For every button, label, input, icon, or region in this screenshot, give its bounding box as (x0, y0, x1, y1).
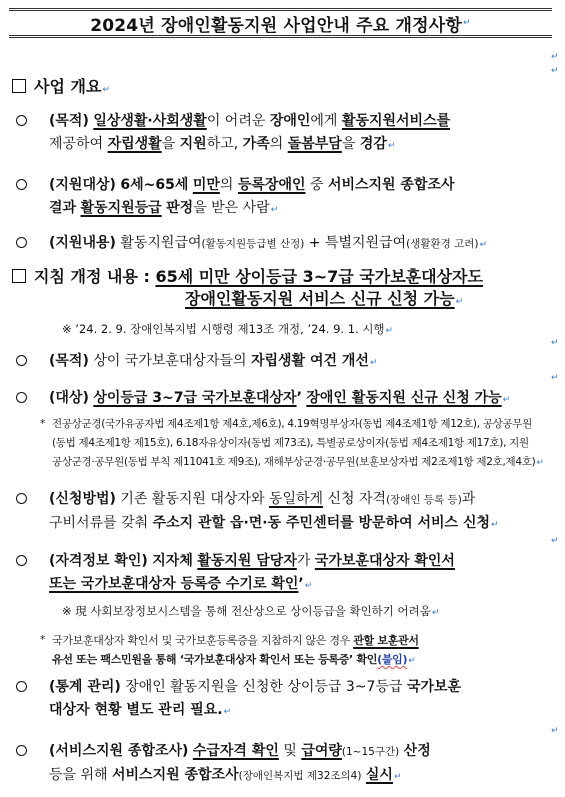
paragraph-mark-icon: ↵ (551, 536, 559, 546)
verify-note: ※ 現 사회보장정보시스템을 통해 전산상으로 상이등급을 확인하기 어려움↵ (62, 604, 440, 618)
section-overview: 사업 개요↵ (12, 76, 110, 101)
paragraph-mark-icon: ↵ (551, 726, 559, 736)
page-title-text: 2024년 장애인활동지원 사업안내 주요 개정사항 (90, 15, 463, 36)
paragraph-mark-icon: ↵ (551, 338, 559, 348)
circle-bullet-icon (16, 555, 27, 566)
circle-bullet-icon (16, 237, 27, 248)
paragraph-mark-icon: ↵ (551, 52, 559, 62)
circle-bullet-icon (16, 179, 27, 190)
paragraph-mark-icon: ↵ (463, 18, 471, 28)
circle-bullet-icon (16, 493, 27, 504)
item-subject: (대상) 상이등급 3~7급 국가보훈대상자’ 장애인 활동지원 신규 신청 가능↵ (16, 387, 551, 412)
paragraph-mark-icon: ↵ (551, 66, 559, 76)
attachment-link[interactable]: (붙임) (377, 653, 408, 666)
circle-bullet-icon (16, 745, 27, 756)
circle-bullet-icon (16, 681, 27, 692)
square-bullet-icon (12, 269, 26, 283)
paragraph-mark-icon: ↵ (551, 373, 559, 383)
square-bullet-icon (12, 79, 26, 93)
item-survey: (서비스지원 종합조사) 수급자격 확인 및 급여량(1~15구간) 산정 등을 위해 서비스지원 종합조사(장애인복지법 제32조의4) 실시↵ (16, 740, 551, 789)
item-method: (신청방법) 기존 활동지원 대상자와 동일하게 신청 자격(장애인 등록 등)과 구비서류를 갖춰 주소지 관할 읍·면·동 주민센터를 방문하여 서비스 신청↵ (16, 488, 551, 537)
item-target: (지원대상) 6세~65세 미만의 등록장애인 중 서비스지원 종합조사 결과 활동지원등급 판정을 받은 사람↵ (16, 174, 551, 222)
item-stats: (통계 관리) 장애인 활동지원을 신청한 상이등급 3~7등급 국가보훈 대상자 현황 별도 관리 필요.↵ (16, 676, 551, 724)
circle-bullet-icon (16, 115, 27, 126)
circle-bullet-icon (16, 392, 27, 403)
item-verify: (자격정보 확인) 지자체 활동지원 담당자가 국가보훈대상자 확인서 또는 국가보훈대상자 등록증 수기로 확인’↵ (16, 550, 551, 598)
item-purpose: (목적) 일상생활·사회생활이 어려운 장애인에게 활동지원서비스를 제공하여 자립생활을 지원하고, 가족의 돌봄부담을 경감↵ (16, 110, 551, 158)
law-note: ※ ’24. 2. 9. 장애인복지법 시행령 제13조 개정, ’24. 9. 1. 시행↵ (62, 322, 394, 336)
item-content: (지원내용) 활동지원급여(활동지원등급별 산정) + 특별지원급여(생활환경 고려)↵ (16, 232, 551, 257)
page-title (9, 8, 552, 38)
section-guideline: 지침 개정 내용 : 65세 미만 상이등급 3~7급 국가보훈대상자도 장애인활동지원 서비스 신규 신청 가능↵ (12, 266, 552, 313)
verify-note-2: * 국가보훈대상자 확인서 및 국가보훈등록증을 지참하지 않은 경우 관할 보훈관서 유선 또는 팩스민원을 통해 ‘국가보훈대상자 확인서 또는 등록증’ 확인(붙임)↵ (40, 634, 419, 666)
subject-note: * 전공상군경(국가유공자법 제4조제1항 제4호,제6호), 4.19혁명부상자(동법 제4조제1항 제12호), 공상공무원 (동법 제4조제1항 제15호), 6.18자유상이자(동법 제73조), 특별공로상이자(동법 제4조제1항 제17호), 지원 공상군경·공무원(동법 부칙 제11041호 제9조), 재해부상군경·공무원(보훈보상자법 제2조제1항 제2호,제4호)↵ (40, 418, 544, 468)
circle-bullet-icon (16, 355, 27, 366)
item-purpose-2: (목적) 상이 국가보훈대상자들의 자립생활 여건 개선↵ (16, 350, 551, 375)
